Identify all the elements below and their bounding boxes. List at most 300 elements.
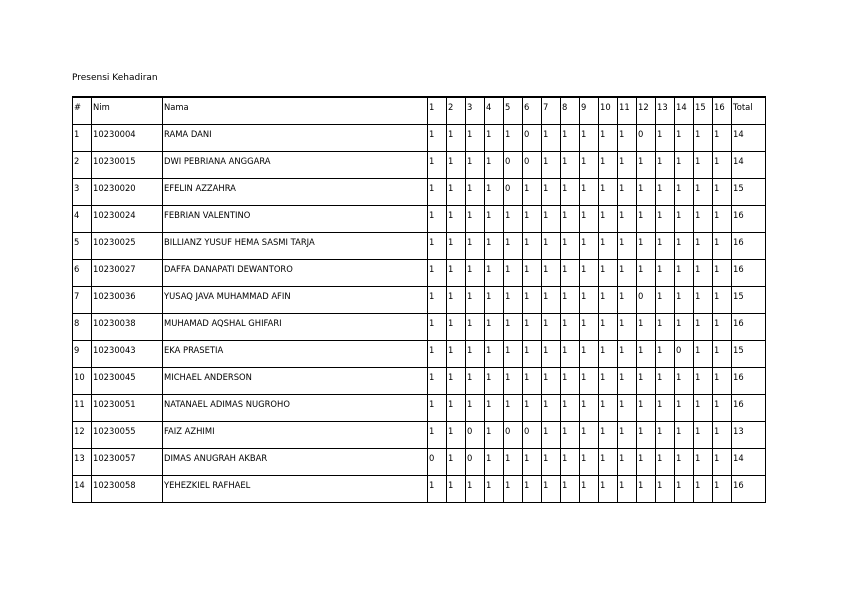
session-attendance: 1 [485,152,504,179]
session-attendance: 1 [561,233,580,260]
session-attendance: 1 [694,125,713,152]
session-attendance: 1 [504,125,523,152]
session-attendance: 1 [656,206,675,233]
session-attendance: 1 [694,152,713,179]
student-name: BILLIANZ YUSUF HEMA SASMI TARJA [163,233,428,260]
session-attendance: 1 [466,368,485,395]
session-attendance: 1 [485,341,504,368]
session-attendance: 1 [542,314,561,341]
session-attendance: 1 [466,179,485,206]
session-attendance: 1 [694,314,713,341]
column-header-session: 13 [656,97,675,125]
session-attendance: 1 [561,368,580,395]
session-attendance: 1 [428,368,447,395]
column-header-total: Total [732,97,766,125]
session-attendance: 1 [504,260,523,287]
session-attendance: 1 [580,152,599,179]
session-attendance: 1 [656,287,675,314]
session-attendance: 1 [713,179,732,206]
session-attendance: 1 [618,341,637,368]
table-row [73,449,766,476]
session-attendance: 1 [580,260,599,287]
session-attendance: 1 [675,395,694,422]
session-attendance: 1 [713,125,732,152]
session-attendance: 1 [447,422,466,449]
session-attendance: 1 [656,152,675,179]
session-attendance: 1 [466,314,485,341]
page-title: Presensi Kehadiran [72,73,158,83]
session-attendance: 1 [428,395,447,422]
session-attendance: 0 [675,341,694,368]
session-attendance: 1 [561,287,580,314]
session-attendance: 1 [713,476,732,503]
session-attendance: 1 [618,314,637,341]
session-attendance: 1 [485,233,504,260]
session-attendance: 1 [447,179,466,206]
attendance-total: 16 [732,395,766,422]
session-attendance: 1 [542,368,561,395]
session-attendance: 1 [428,287,447,314]
attendance-total: 15 [732,179,766,206]
session-attendance: 1 [523,476,542,503]
session-attendance: 1 [580,449,599,476]
attendance-total: 15 [732,287,766,314]
student-name: YUSAQ JAVA MUHAMMAD AFIN [163,287,428,314]
session-attendance: 1 [542,395,561,422]
session-attendance: 1 [656,125,675,152]
session-attendance: 1 [637,206,656,233]
session-attendance: 1 [580,233,599,260]
session-attendance: 1 [618,260,637,287]
student-nim: 10230045 [92,368,163,395]
session-attendance: 0 [523,125,542,152]
student-nim: 10230057 [92,449,163,476]
session-attendance: 1 [428,206,447,233]
session-attendance: 1 [428,422,447,449]
session-attendance: 1 [694,476,713,503]
session-attendance: 1 [504,449,523,476]
session-attendance: 1 [694,395,713,422]
row-number: 7 [73,287,92,314]
session-attendance: 1 [656,341,675,368]
session-attendance: 1 [466,206,485,233]
row-number: 6 [73,260,92,287]
session-attendance: 1 [599,449,618,476]
row-number: 9 [73,341,92,368]
session-attendance: 1 [485,179,504,206]
session-attendance: 1 [656,314,675,341]
session-attendance: 1 [637,422,656,449]
session-attendance: 1 [447,206,466,233]
session-attendance: 1 [599,206,618,233]
column-header-session: 12 [637,97,656,125]
row-number: 12 [73,422,92,449]
session-attendance: 1 [675,206,694,233]
table-row [73,341,766,368]
student-nim: 10230015 [92,152,163,179]
session-attendance: 1 [447,476,466,503]
session-attendance: 1 [599,260,618,287]
session-attendance: 1 [447,341,466,368]
session-attendance: 1 [504,368,523,395]
session-attendance: 1 [694,233,713,260]
session-attendance: 1 [713,260,732,287]
session-attendance: 1 [542,476,561,503]
session-attendance: 1 [694,341,713,368]
session-attendance: 1 [580,476,599,503]
session-attendance: 1 [428,179,447,206]
session-attendance: 1 [599,287,618,314]
column-header-session: 10 [599,97,618,125]
attendance-table [72,96,766,503]
header-row [73,97,766,125]
table-row [73,287,766,314]
session-attendance: 1 [466,260,485,287]
session-attendance: 1 [447,449,466,476]
student-nim: 10230024 [92,206,163,233]
session-attendance: 1 [580,341,599,368]
session-attendance: 1 [428,233,447,260]
session-attendance: 1 [618,368,637,395]
table-row [73,233,766,260]
session-attendance: 1 [561,449,580,476]
session-attendance: 1 [523,368,542,395]
student-name: MICHAEL ANDERSON [163,368,428,395]
student-nim: 10230055 [92,422,163,449]
student-nim: 10230043 [92,341,163,368]
student-name: DWI PEBRIANA ANGGARA [163,152,428,179]
column-header-session: 14 [675,97,694,125]
session-attendance: 1 [694,287,713,314]
session-attendance: 1 [542,152,561,179]
session-attendance: 1 [428,314,447,341]
column-header-session: 5 [504,97,523,125]
session-attendance: 1 [637,449,656,476]
session-attendance: 1 [523,314,542,341]
column-header-session: 6 [523,97,542,125]
session-attendance: 1 [656,476,675,503]
session-attendance: 1 [485,125,504,152]
session-attendance: 1 [713,206,732,233]
session-attendance: 1 [656,422,675,449]
session-attendance: 1 [618,152,637,179]
session-attendance: 0 [504,422,523,449]
column-header-session: 3 [466,97,485,125]
session-attendance: 1 [542,341,561,368]
attendance-total: 14 [732,152,766,179]
session-attendance: 0 [504,152,523,179]
student-nim: 10230058 [92,476,163,503]
table-row [73,152,766,179]
column-header-session: 8 [561,97,580,125]
session-attendance: 1 [713,152,732,179]
column-header-session: 9 [580,97,599,125]
session-attendance: 1 [485,260,504,287]
session-attendance: 1 [599,125,618,152]
session-attendance: 1 [656,395,675,422]
session-attendance: 1 [675,125,694,152]
session-attendance: 1 [447,314,466,341]
session-attendance: 1 [561,260,580,287]
student-name: MUHAMAD AQSHAL GHIFARI [163,314,428,341]
session-attendance: 1 [504,476,523,503]
row-number: 3 [73,179,92,206]
attendance-rows [73,125,766,503]
session-attendance: 1 [675,449,694,476]
session-attendance: 1 [447,368,466,395]
session-attendance: 1 [447,260,466,287]
session-attendance: 1 [542,422,561,449]
session-attendance: 1 [675,233,694,260]
student-nim: 10230051 [92,395,163,422]
session-attendance: 1 [523,395,542,422]
session-attendance: 1 [447,233,466,260]
table-row [73,206,766,233]
session-attendance: 1 [599,233,618,260]
session-attendance: 1 [504,341,523,368]
session-attendance: 1 [542,125,561,152]
table-row [73,260,766,287]
session-attendance: 1 [485,287,504,314]
student-name: NATANAEL ADIMAS NUGROHO [163,395,428,422]
session-attendance: 1 [561,422,580,449]
session-attendance: 1 [675,287,694,314]
session-attendance: 1 [580,287,599,314]
session-attendance: 1 [694,179,713,206]
session-attendance: 1 [466,125,485,152]
session-attendance: 0 [504,179,523,206]
session-attendance: 1 [428,341,447,368]
session-attendance: 1 [656,449,675,476]
session-attendance: 1 [447,395,466,422]
session-attendance: 1 [428,476,447,503]
column-header-session: 16 [713,97,732,125]
session-attendance: 1 [428,125,447,152]
session-attendance: 1 [485,476,504,503]
session-attendance: 1 [580,368,599,395]
session-attendance: 1 [580,422,599,449]
row-number: 8 [73,314,92,341]
column-header-no: # [73,97,92,125]
session-attendance: 1 [675,314,694,341]
session-attendance: 1 [561,395,580,422]
session-attendance: 1 [485,206,504,233]
column-header-session: 1 [428,97,447,125]
session-attendance: 1 [485,368,504,395]
student-nim: 10230025 [92,233,163,260]
attendance-total: 16 [732,368,766,395]
session-attendance: 1 [694,260,713,287]
session-attendance: 1 [675,368,694,395]
student-nim: 10230020 [92,179,163,206]
session-attendance: 1 [599,476,618,503]
table-row [73,314,766,341]
session-attendance: 1 [542,260,561,287]
row-number: 14 [73,476,92,503]
column-header-session: 2 [447,97,466,125]
session-attendance: 1 [504,395,523,422]
session-attendance: 1 [618,422,637,449]
session-attendance: 1 [637,152,656,179]
session-attendance: 1 [580,179,599,206]
session-attendance: 1 [466,233,485,260]
session-attendance: 1 [599,422,618,449]
student-nim: 10230038 [92,314,163,341]
session-attendance: 1 [713,368,732,395]
student-name: FAIZ AZHIMI [163,422,428,449]
session-attendance: 1 [561,314,580,341]
session-attendance: 1 [561,341,580,368]
session-attendance: 1 [466,395,485,422]
session-attendance: 1 [542,287,561,314]
session-attendance: 1 [694,422,713,449]
session-attendance: 1 [580,314,599,341]
session-attendance: 1 [523,287,542,314]
attendance-total: 16 [732,206,766,233]
session-attendance: 1 [466,341,485,368]
session-attendance: 1 [713,287,732,314]
session-attendance: 1 [428,260,447,287]
session-attendance: 1 [485,449,504,476]
session-attendance: 1 [561,206,580,233]
table-row [73,368,766,395]
session-attendance: 1 [523,206,542,233]
student-name: YEHEZKIEL RAFHAEL [163,476,428,503]
session-attendance: 1 [637,233,656,260]
session-attendance: 1 [637,260,656,287]
student-name: DIMAS ANUGRAH AKBAR [163,449,428,476]
session-attendance: 1 [618,287,637,314]
session-attendance: 1 [599,314,618,341]
attendance-total: 16 [732,260,766,287]
table-row [73,422,766,449]
row-number: 11 [73,395,92,422]
session-attendance: 0 [637,125,656,152]
session-attendance: 1 [599,395,618,422]
attendance-total: 16 [732,476,766,503]
session-attendance: 1 [485,422,504,449]
row-number: 10 [73,368,92,395]
session-attendance: 1 [542,233,561,260]
attendance-total: 14 [732,125,766,152]
session-attendance: 1 [523,260,542,287]
session-attendance: 1 [561,476,580,503]
session-attendance: 1 [466,152,485,179]
attendance-total: 16 [732,314,766,341]
session-attendance: 1 [656,368,675,395]
session-attendance: 1 [618,476,637,503]
session-attendance: 1 [675,476,694,503]
session-attendance: 1 [447,287,466,314]
attendance-total: 16 [732,233,766,260]
session-attendance: 1 [580,125,599,152]
table-row [73,125,766,152]
session-attendance: 1 [713,422,732,449]
column-header-session: 7 [542,97,561,125]
session-attendance: 0 [523,422,542,449]
session-attendance: 1 [466,287,485,314]
session-attendance: 1 [637,341,656,368]
column-header-nim: Nim [92,97,163,125]
session-attendance: 1 [599,341,618,368]
session-attendance: 1 [637,368,656,395]
session-attendance: 1 [504,206,523,233]
session-attendance: 1 [542,449,561,476]
student-nim: 10230036 [92,287,163,314]
session-attendance: 1 [466,476,485,503]
session-attendance: 1 [713,314,732,341]
session-attendance: 1 [599,152,618,179]
student-nim: 10230004 [92,125,163,152]
student-name: FEBRIAN VALENTINO [163,206,428,233]
table-row [73,395,766,422]
attendance-total: 15 [732,341,766,368]
session-attendance: 1 [542,179,561,206]
session-attendance: 1 [713,395,732,422]
session-attendance: 1 [713,233,732,260]
session-attendance: 1 [694,449,713,476]
session-attendance: 1 [428,152,447,179]
session-attendance: 0 [428,449,447,476]
session-attendance: 1 [637,314,656,341]
row-number: 5 [73,233,92,260]
session-attendance: 0 [466,449,485,476]
session-attendance: 1 [599,368,618,395]
session-attendance: 1 [580,206,599,233]
session-attendance: 1 [485,314,504,341]
session-attendance: 1 [694,368,713,395]
session-attendance: 1 [675,260,694,287]
student-name: EKA PRASETIA [163,341,428,368]
session-attendance: 1 [713,341,732,368]
session-attendance: 1 [580,395,599,422]
student-nim: 10230027 [92,260,163,287]
session-attendance: 1 [504,287,523,314]
session-attendance: 1 [523,449,542,476]
session-attendance: 1 [675,422,694,449]
session-attendance: 0 [637,287,656,314]
session-attendance: 1 [618,395,637,422]
session-attendance: 1 [523,233,542,260]
session-attendance: 1 [523,179,542,206]
session-attendance: 1 [618,206,637,233]
table-row [73,179,766,206]
session-attendance: 1 [656,260,675,287]
column-header-nama: Nama [163,97,428,125]
table-row [73,476,766,503]
session-attendance: 1 [561,152,580,179]
session-attendance: 1 [675,179,694,206]
session-attendance: 1 [504,314,523,341]
session-attendance: 1 [618,449,637,476]
student-name: RAMA DANI [163,125,428,152]
session-attendance: 1 [618,233,637,260]
session-attendance: 1 [561,125,580,152]
session-attendance: 1 [656,233,675,260]
session-attendance: 1 [447,125,466,152]
session-attendance: 1 [675,152,694,179]
session-attendance: 1 [599,179,618,206]
row-number: 13 [73,449,92,476]
session-attendance: 1 [656,179,675,206]
row-number: 1 [73,125,92,152]
student-name: DAFFA DANAPATI DEWANTORO [163,260,428,287]
session-attendance: 1 [504,233,523,260]
attendance-total: 13 [732,422,766,449]
attendance-total: 14 [732,449,766,476]
column-header-session: 11 [618,97,637,125]
session-attendance: 1 [618,179,637,206]
